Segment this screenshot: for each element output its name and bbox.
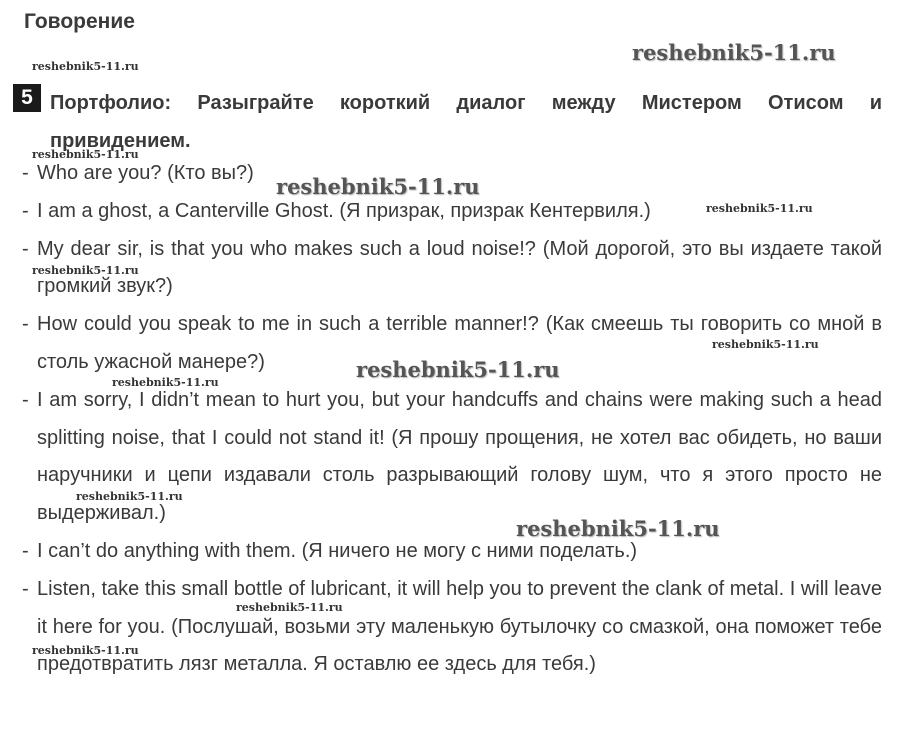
dialogue-dash: - xyxy=(22,577,29,600)
watermark: reshebnik5-11.ru xyxy=(32,644,139,657)
dialogue-line xyxy=(22,571,882,684)
watermark: reshebnik5-11.ru xyxy=(32,264,139,277)
dialogue-dash: - xyxy=(22,199,29,222)
task-instruction: Портфолио: Разыграйте короткий диалог между Мистером Отисом и привидением. xyxy=(50,92,882,152)
watermark: reshebnik5-11.ru xyxy=(356,357,560,382)
dialogue-line xyxy=(22,533,882,571)
dialogue-line xyxy=(22,155,882,193)
watermark: reshebnik5-11.ru xyxy=(32,60,139,73)
section-title: Говорение xyxy=(24,10,135,33)
watermark: reshebnik5-11.ru xyxy=(276,174,480,199)
dialogue-list xyxy=(22,155,882,684)
dialogue-line xyxy=(22,382,882,533)
watermark: reshebnik5-11.ru xyxy=(712,338,819,351)
dialogue-text: Listen, take this small bottle of lubricant, it will help you to prevent the clank of metal. I will leave it here for you. (Послушай, возьми эту маленькую бутылочку со смазкой, она поможет тебе предотвратить лязг металла. Я оставлю ее здесь для тебя.) xyxy=(37,577,882,676)
watermark: reshebnik5-11.ru xyxy=(112,376,219,389)
watermark: reshebnik5-11.ru xyxy=(236,601,343,614)
dialogue-text: My dear sir, is that you who makes such a loud noise!? (Мой дорогой, это вы издаете такой громкий звук?) xyxy=(37,237,882,298)
dialogue-line xyxy=(22,306,882,382)
watermark: reshebnik5-11.ru xyxy=(706,202,813,215)
watermark: reshebnik5-11.ru xyxy=(632,40,836,65)
watermark: reshebnik5-11.ru xyxy=(32,148,139,161)
dialogue-text: Who are you? (Кто вы?) xyxy=(37,162,254,184)
dialogue-text: I am sorry, I didn’t mean to hurt you, but your handcuffs and chains were making such a head splitting noise, that I could not stand it! (Я прошу прощения, не хотел вас обидеть, но ваши наручники и цепи издавали столь разрывающий голову шум, что я этого просто не выдерживал.) xyxy=(37,388,882,525)
watermark: reshebnik5-11.ru xyxy=(516,516,720,541)
dialogue-dash: - xyxy=(22,313,29,336)
dialogue-text: How could you speak to me in such a terrible manner!? (Как смеешь ты говорить со мной в столь ужасной манере?) xyxy=(37,313,882,373)
task-number-badge: 5 xyxy=(13,84,41,112)
dialogue-dash: - xyxy=(22,237,29,260)
dialogue-text: I am a ghost, a Canterville Ghost. (Я призрак, призрак Кентервиля.) xyxy=(37,199,651,222)
dialogue-line xyxy=(22,231,882,307)
dialogue-text: I can’t do anything with them. (Я ничего не могу с ними поделать.) xyxy=(37,539,638,562)
dialogue-line xyxy=(22,193,882,231)
dialogue-dash: - xyxy=(22,539,29,562)
dialogue-dash: - xyxy=(22,162,29,184)
watermark: reshebnik5-11.ru xyxy=(76,490,183,503)
dialogue-dash: - xyxy=(22,388,29,411)
